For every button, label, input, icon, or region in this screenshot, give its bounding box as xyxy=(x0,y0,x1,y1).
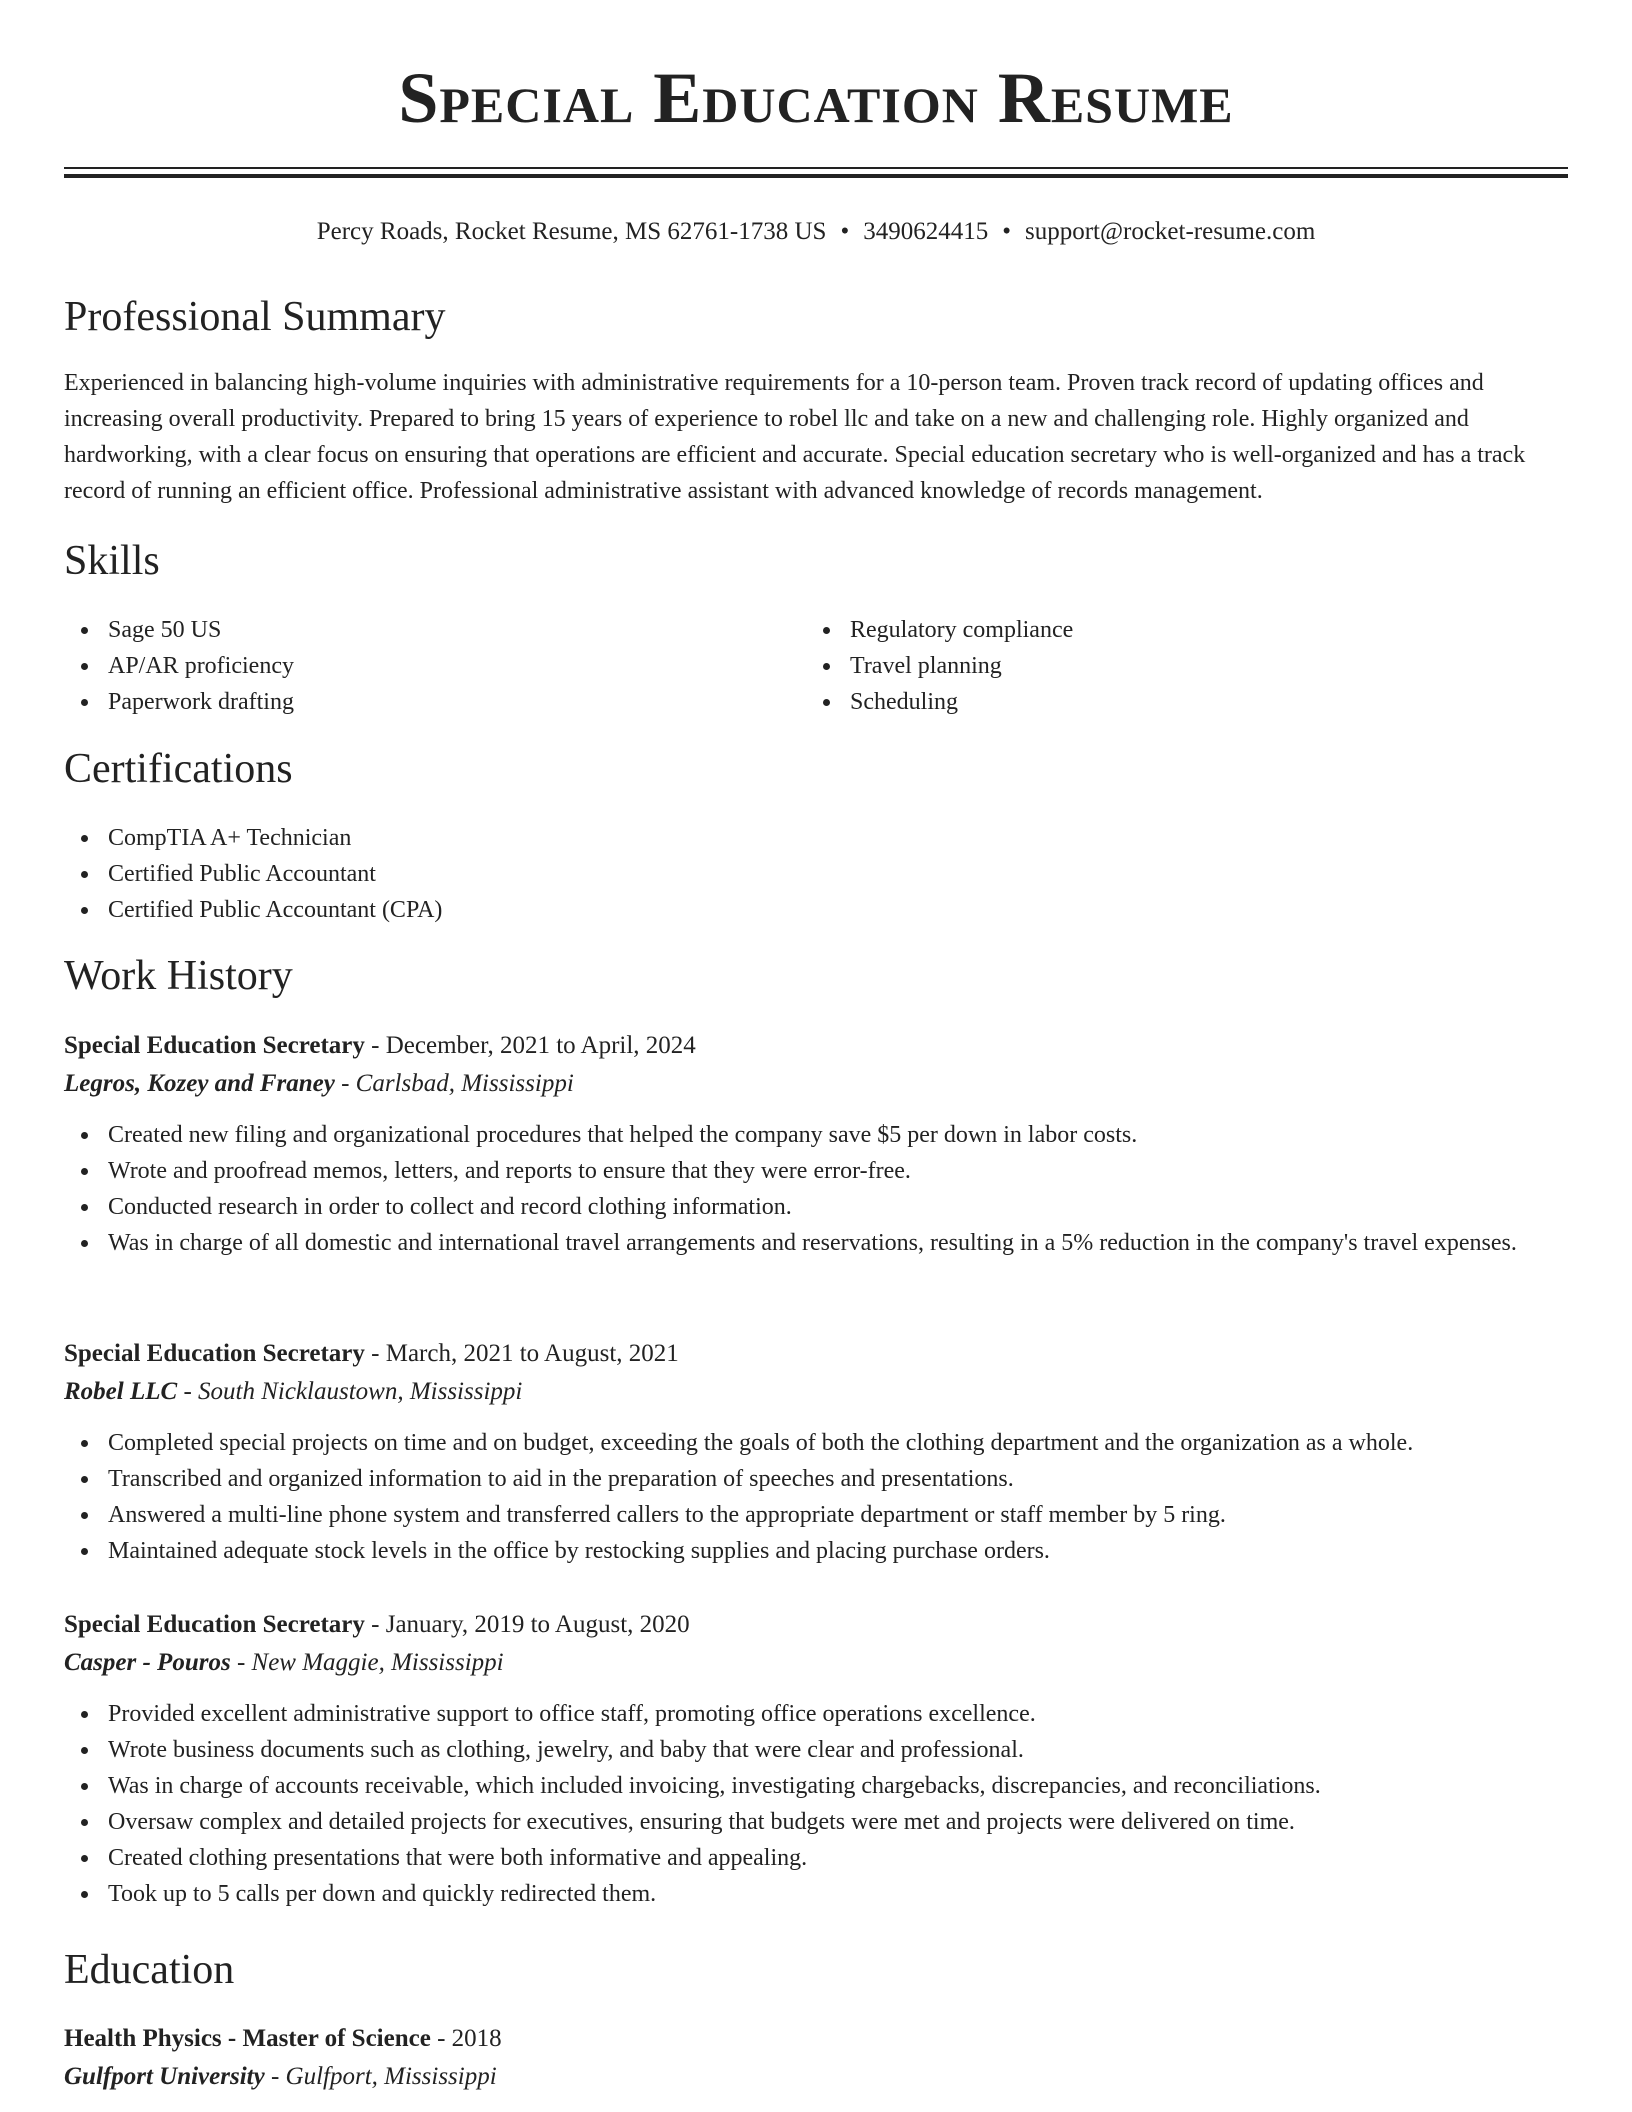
job-entry xyxy=(64,1606,1568,1912)
dash: - xyxy=(371,1032,380,1059)
work-history-heading: Work History xyxy=(64,953,293,999)
skill-item: Paperwork drafting xyxy=(64,684,804,720)
job-bullet: Was in charge of all domestic and international travel arrangements and reservations, resulting in a 5% reduction in the company's travel expenses. xyxy=(64,1225,1568,1261)
dash: - xyxy=(183,1378,192,1405)
dash: - xyxy=(437,2025,446,2052)
certification-item: CompTIA A+ Technician xyxy=(64,820,1568,856)
job-company: Casper - Pouros xyxy=(64,1649,231,1676)
job-company: Robel LLC xyxy=(64,1378,178,1405)
skill-item: Regulatory compliance xyxy=(806,612,1506,648)
certification-item: Certified Public Accountant (CPA) xyxy=(64,892,1568,928)
job-entry xyxy=(64,1335,1568,1569)
skill-item: Sage 50 US xyxy=(64,612,804,648)
job-bullet: Was in charge of accounts receivable, which included invoicing, investigating chargebacks, discrepancies, and reconciliations. xyxy=(64,1768,1568,1804)
education-degree: Health Physics - Master of Science xyxy=(64,2025,431,2052)
summary-heading: Professional Summary xyxy=(64,294,446,340)
education-school: Gulfport University xyxy=(64,2063,265,2090)
job-company-line xyxy=(64,1644,1568,1682)
title-divider-thick xyxy=(64,174,1568,178)
education-header xyxy=(64,2020,1568,2058)
job-bullet: Maintained adequate stock levels in the office by restocking supplies and placing purchase orders. xyxy=(64,1533,1568,1569)
job-bullets xyxy=(64,1696,1568,1912)
job-header xyxy=(64,1606,1568,1644)
dash: - xyxy=(371,1611,380,1638)
skills-list-left xyxy=(64,612,804,720)
education-school-line xyxy=(64,2058,1568,2096)
job-bullet: Took up to 5 calls per down and quickly redirected them. xyxy=(64,1876,1568,1912)
job-bullet: Created new filing and organizational procedures that helped the company save $5 per down in labor costs. xyxy=(64,1117,1568,1153)
title-divider-thin xyxy=(64,167,1568,169)
job-bullets xyxy=(64,1117,1568,1261)
contact-phone: 3490624415 xyxy=(863,218,989,245)
job-entry xyxy=(64,1027,1568,1261)
contact-line xyxy=(64,212,1568,252)
job-bullet: Transcribed and organized information to aid in the preparation of speeches and presentations. xyxy=(64,1461,1568,1497)
job-bullet: Answered a multi-line phone system and transferred callers to the appropriate department or staff member by 5 ring. xyxy=(64,1497,1568,1533)
certification-item: Certified Public Accountant xyxy=(64,856,1568,892)
job-bullet: Oversaw complex and detailed projects for executives, ensuring that budgets were met and projects were delivered on time. xyxy=(64,1804,1568,1840)
job-dates: January, 2019 to August, 2020 xyxy=(385,1611,690,1638)
job-header xyxy=(64,1335,1568,1373)
dash: - xyxy=(270,2063,280,2090)
job-title: Special Education Secretary xyxy=(64,1032,365,1059)
contact-separator: • xyxy=(1002,218,1011,245)
skill-item: Scheduling xyxy=(806,684,1506,720)
skills-heading: Skills xyxy=(64,538,160,584)
certifications-heading: Certifications xyxy=(64,746,293,792)
skill-item: Travel planning xyxy=(806,648,1506,684)
job-header xyxy=(64,1027,1568,1065)
job-bullet: Conducted research in order to collect and record clothing information. xyxy=(64,1189,1568,1225)
job-dates: March, 2021 to August, 2021 xyxy=(385,1340,679,1367)
job-bullet: Wrote and proofread memos, letters, and reports to ensure that they were error-free. xyxy=(64,1153,1568,1189)
dash: - xyxy=(341,1070,350,1097)
education-location: Gulfport, Mississippi xyxy=(285,2063,497,2090)
contact-email: support@rocket-resume.com xyxy=(1024,218,1316,245)
summary-text: Experienced in balancing high-volume inquiries with administrative requirements for a 10-person team. Proven track record of updating offices and increasing overall productivity. Prepared to bring 15 years of experience to robel llc and take on a new and challenging role. Highly organized and hardworking, with a clear focus on ensuring that operations are efficient and accurate. Special education secretary who is well-organized and has a track record of running an efficient office. Professional administrative assistant with advanced knowledge of records management. xyxy=(64,370,1526,504)
job-location: New Maggie, Mississippi xyxy=(251,1649,504,1676)
job-bullet: Wrote business documents such as clothing, jewelry, and baby that were clear and professional. xyxy=(64,1732,1568,1768)
education-heading: Education xyxy=(64,1947,235,1993)
job-location: Carlsbad, Mississippi xyxy=(355,1070,574,1097)
job-title: Special Education Secretary xyxy=(64,1340,365,1367)
job-company-line xyxy=(64,1373,1568,1411)
education-entry xyxy=(64,2020,1568,2096)
job-location: South Nicklaustown, Mississippi xyxy=(198,1378,523,1405)
skills-list-right xyxy=(806,612,1506,720)
dash: - xyxy=(371,1340,380,1367)
dash: - xyxy=(236,1649,246,1676)
job-company: Legros, Kozey and Franey xyxy=(64,1070,335,1097)
resume-title: Special Education Resume xyxy=(398,58,1234,138)
skill-item: AP/AR proficiency xyxy=(64,648,804,684)
job-bullet: Completed special projects on time and on budget, exceeding the goals of both the clothing department and the organization as a whole. xyxy=(64,1425,1568,1461)
job-bullet: Provided excellent administrative support to office staff, promoting office operations excellence. xyxy=(64,1696,1568,1732)
job-dates: December, 2021 to April, 2024 xyxy=(385,1032,696,1059)
contact-separator: • xyxy=(840,218,850,245)
job-title: Special Education Secretary xyxy=(64,1611,365,1638)
job-bullet: Created clothing presentations that were both informative and appealing. xyxy=(64,1840,1568,1876)
certifications-list xyxy=(64,820,1568,928)
job-bullets xyxy=(64,1425,1568,1569)
job-company-line xyxy=(64,1065,1568,1103)
education-year: 2018 xyxy=(451,2025,502,2052)
contact-address: Percy Roads, Rocket Resume, MS 62761-1738 US xyxy=(316,218,827,245)
